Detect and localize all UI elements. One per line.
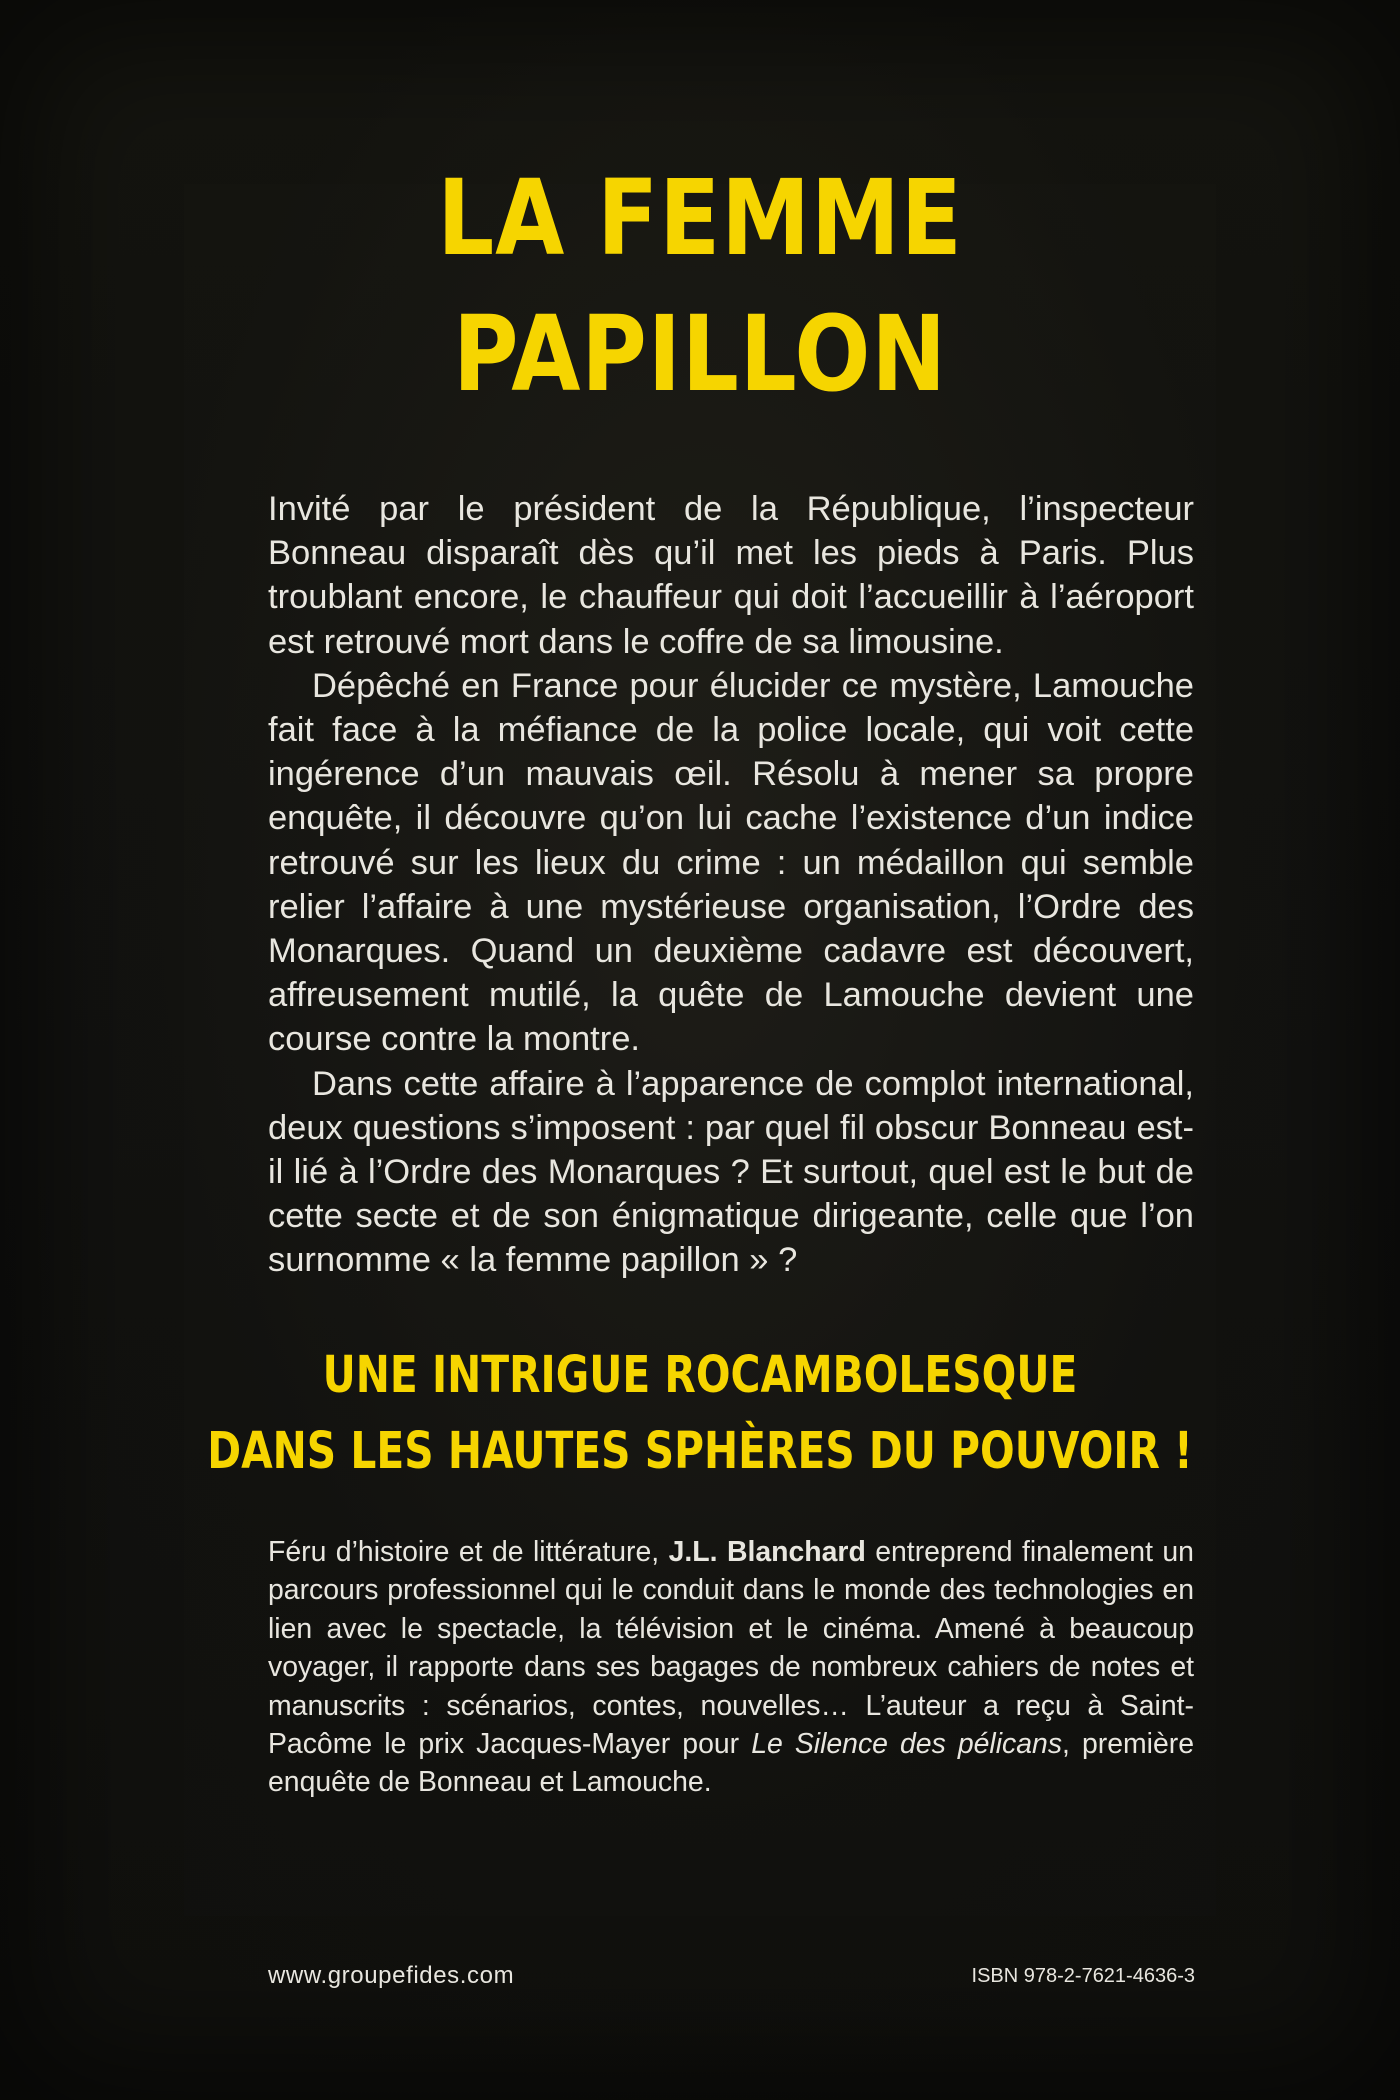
synopsis-paragraph-1: Invité par le président de la République, l’inspecteur Bonneau disparaît dès qu’il met les pieds à Paris. Plus troublant encore, le chauffeur qui doit l’accueillir à l’aéroport est retrouvé mort dans le coffre de sa limousine. (268, 490, 1194, 661)
synopsis-paragraph-3: Dans cette affaire à l’apparence de complot international, deux questions s’imposent : par quel fil obscur Bonneau est-il lié à l’Ordre des Monarques ? Et surtout, quel est le but de cette secte et de son énigmatique dirigeante, celle que l’on surnomme « la femme papillon » ? (268, 1064, 1194, 1280)
book-title-line-1: LA FEMME (437, 157, 963, 279)
author-name: J.L. Blanchard (668, 1536, 866, 1568)
tagline-line-1: UNE INTRIGUE ROCAMBOLESQUE (322, 1346, 1078, 1405)
book-title-line-2: PAPILLON (453, 293, 947, 415)
isbn: ISBN 978-2-7621-4636-3 (971, 1965, 1195, 1987)
synopsis (268, 487, 1194, 1283)
author-bio-middle: entreprend finalement un parcours professionnel qui le conduit dans le monde des technologies en lien avec le spectacle, la télévision et le cinéma. Amené à beaucoup voyager, il rapporte dans ses bagages de nombreux cahiers de notes et manuscrits : scénarios, contes, nouvelles… L’auteur a reçu à Saint-Pacôme le prix Jacques-Mayer pour (268, 1536, 1194, 1761)
author-bio-intro: Féru d’histoire et de littérature, (268, 1536, 669, 1568)
previous-book-title: Le Silence des pélicans (751, 1728, 1063, 1761)
synopsis-paragraph-2: Dépêché en France pour élucider ce mystère, Lamouche fait face à la méfiance de la police locale, qui voit cette ingérence d’un mauvais œil. Résolu à mener sa propre enquête, il découvre qu’on lui cache l’existence d’un indice retrouvé sur les lieux du crime : un médaillon qui semble relier l’affaire à une mystérieuse organisation, l’Ordre des Monarques. Quand un deuxième cadavre est découvert, affreusement mutilé, la quête de Lamouche devient une course contre la montre. (268, 666, 1194, 1059)
tagline-line-2: DANS LES HAUTES SPHÈRES DU POUVOIR ! (207, 1422, 1193, 1481)
author-bio-end: , première enquête de Bonneau et Lamouche. (268, 1728, 1194, 1799)
book-title (98, 150, 1302, 422)
tagline (140, 1338, 1260, 1490)
publisher-url: www.groupefides.com (268, 1962, 515, 1989)
author-bio (268, 1533, 1194, 1802)
